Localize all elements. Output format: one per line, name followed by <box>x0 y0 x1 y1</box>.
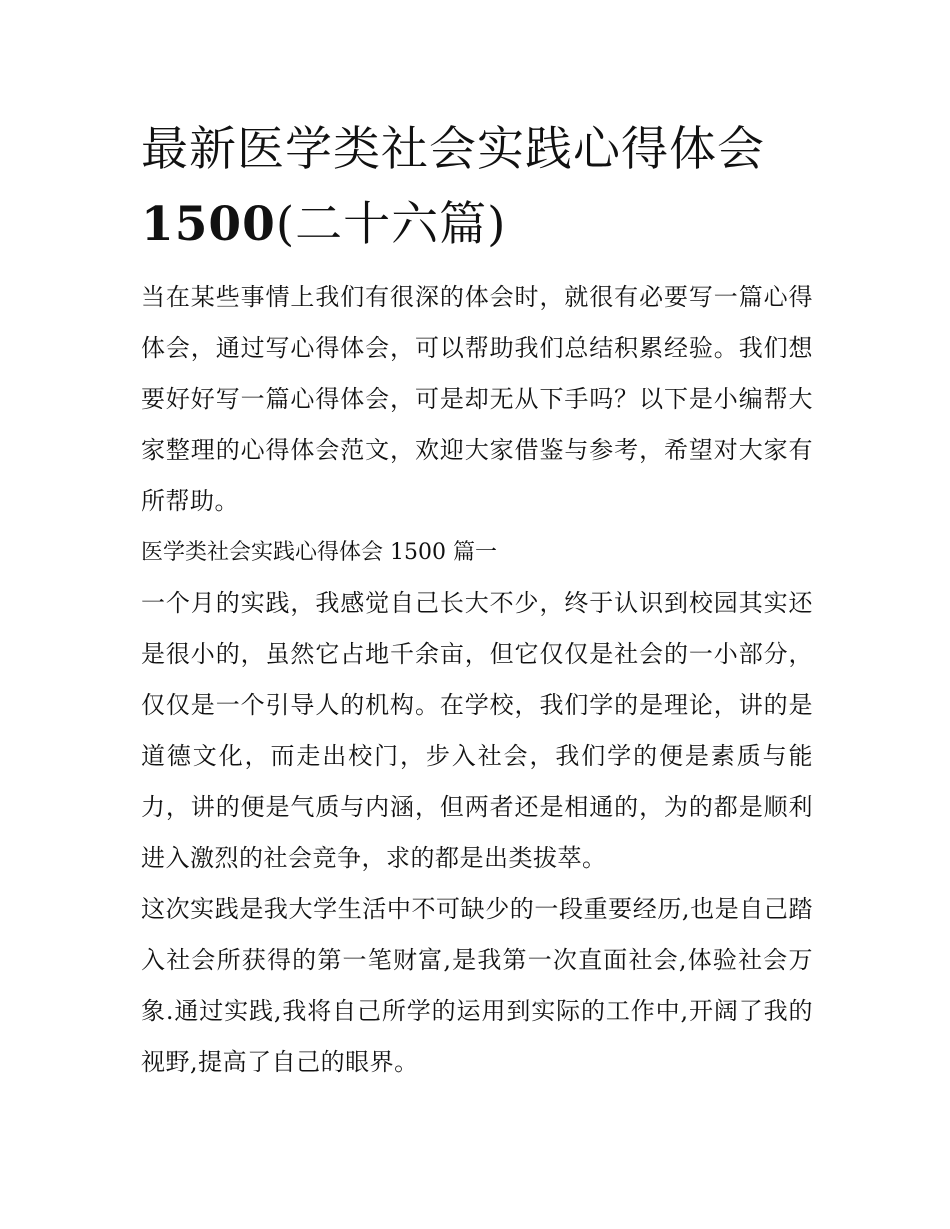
title-number: 1500 <box>141 197 276 252</box>
document-page <box>141 112 813 1088</box>
body-paragraph-1: 一个月的实践，我感觉自己长大不少，终于认识到校园其实还是很小的，虽然它占地千余亩，但它仅仅是社会的一小部分，仅仅是一个引导人的机构。在学校，我们学的是理论，讲的是道德文化，而走出校门，步入社会，我们学的便是素质与能力，讲的便是气质与内涵，但两者还是相通的，为的都是顺利进入激烈的社会竞争，求的都是出类拔萃。 <box>141 589 813 872</box>
section-heading: 医学类社会实践心得体会 1500 篇一 <box>141 540 497 565</box>
document-title <box>141 112 813 262</box>
intro-paragraph: 当在某些事情上我们有很深的体会时，就很有必要写一篇心得体会，通过写心得体会，可以帮助我们总结积累经验。我们想要好好写一篇心得体会，可是却无从下手吗？以下是小编帮大家整理的心得体会范文，欢迎大家借鉴与参考，希望对大家有所帮助。 <box>141 283 813 515</box>
body-paragraph-2: 这次实践是我大学生活中不可缺少的一段重要经历,也是自己踏入社会所获得的第一笔财富,是我第一次直面社会,体验社会万象.通过实践,我将自己所学的运用到实际的工作中,开阔了我的视野,提高了自己的眼界。 <box>141 895 813 1076</box>
title-suffix: (二十六篇) <box>275 197 507 252</box>
title-line-1: 最新医学类社会实践心得体会 <box>141 122 765 177</box>
